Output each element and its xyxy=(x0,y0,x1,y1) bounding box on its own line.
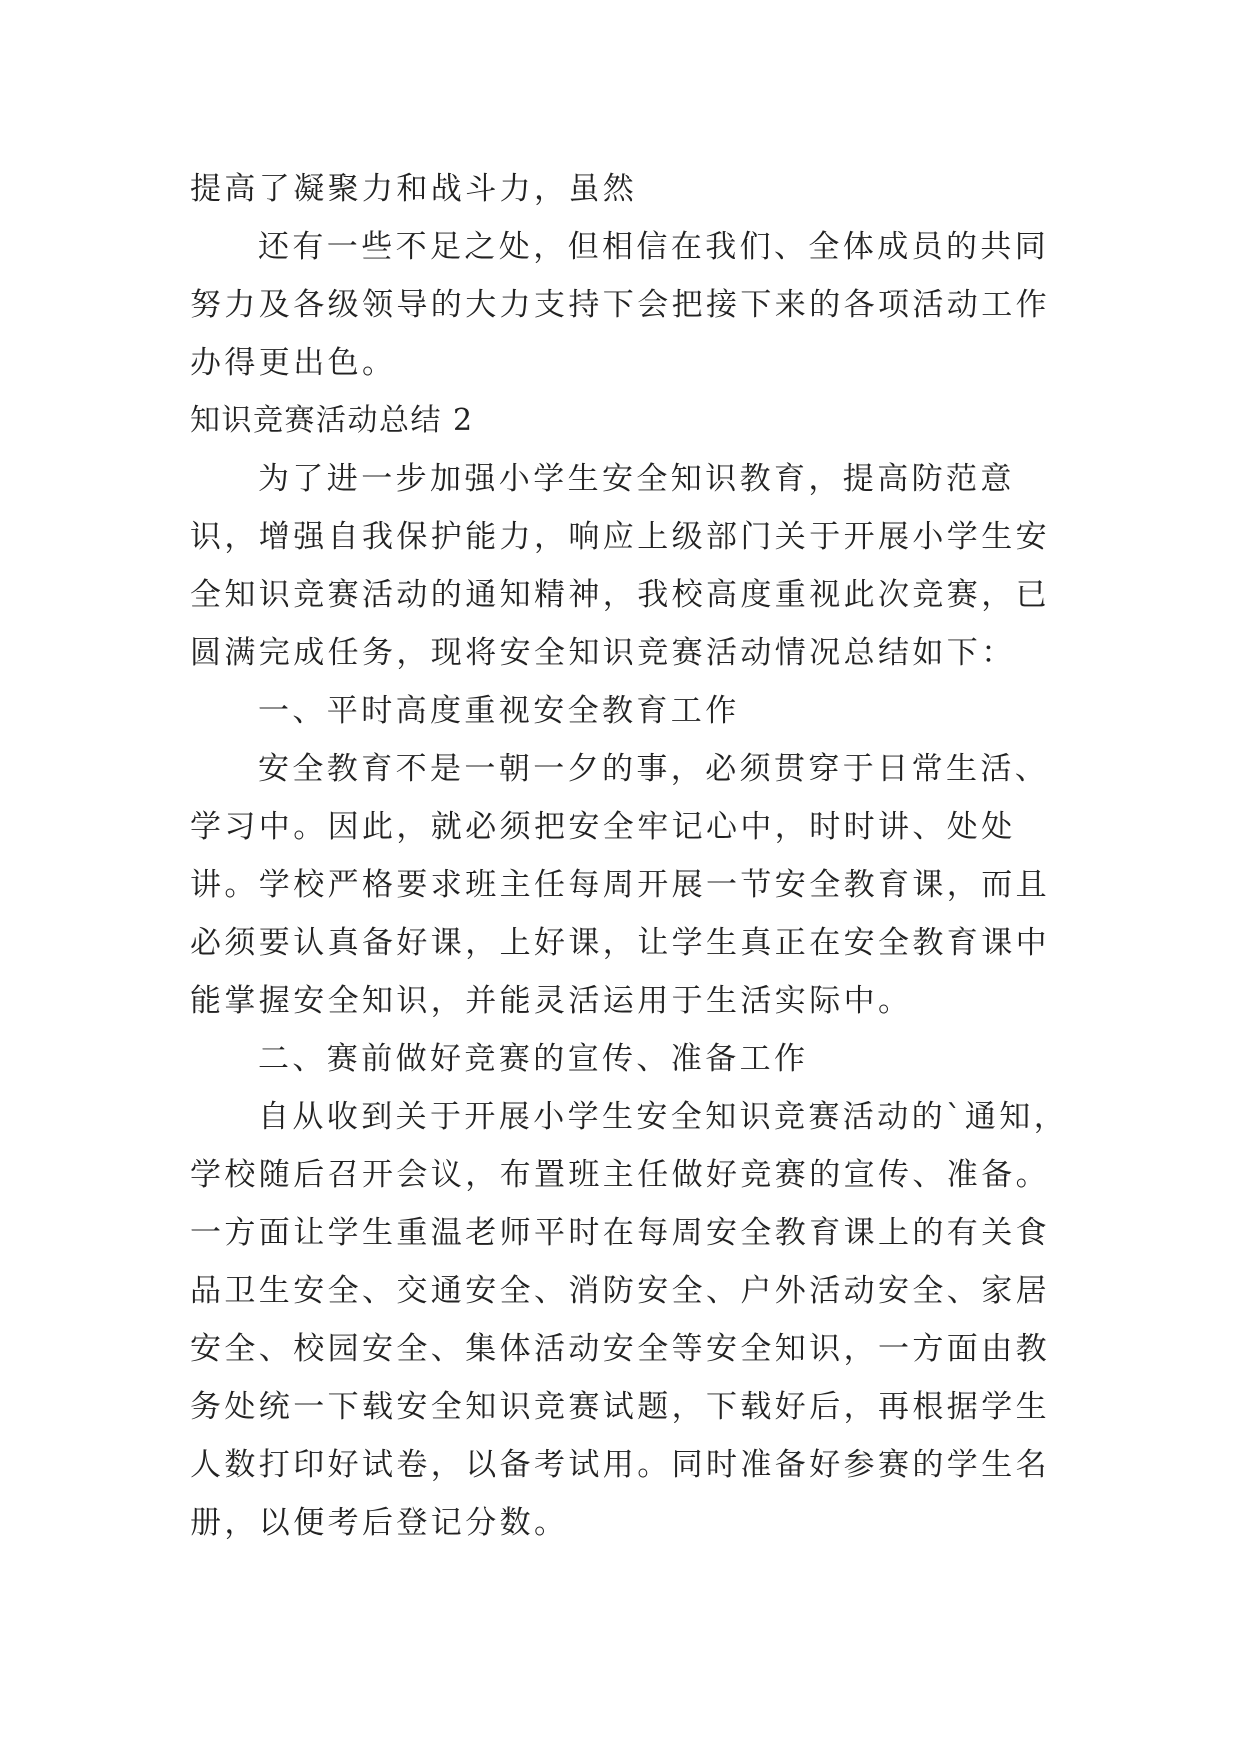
document-body xyxy=(190,160,1070,1552)
section-title: 知识竞赛活动总结 2 xyxy=(190,403,474,438)
subheading-two: 二、赛前做好竞赛的宣传、准备工作 xyxy=(258,1041,809,1077)
paragraph-continuation: 提高了凝聚力和战斗力，虽然 xyxy=(190,171,638,207)
paragraph-closing-remarks: 还有一些不足之处，但相信在我们、全体成员的共同努力及各级领导的大力支持下会把接下来的各项活动工作办得更出色。 xyxy=(190,229,1050,381)
subheading-one: 一、平时高度重视安全教育工作 xyxy=(258,693,740,729)
paragraph-preparation: 自从收到关于开展小学生安全知识竞赛活动的`通知，学校随后召开会议，布置班主任做好竞赛的宣传、准备。一方面让学生重温老师平时在每周安全教育课上的有关食品卫生安全、交通安全、消防安全、户外活动安全、家居安全、校园安全、集体活动安全等安全知识，一方面由教务处统一下载安全知识竞赛试题，下载好后，再根据学生人数打印好试卷，以备考试用。同时准备好参赛的学生名册，以便考后登记分数。 xyxy=(190,1099,1069,1541)
paragraph-intro: 为了进一步加强小学生安全知识教育，提高防范意识，增强自我保护能力，响应上级部门关于开展小学生安全知识竞赛活动的通知精神，我校高度重视此次竞赛，已圆满完成任务，现将安全知识竞赛活动情况总结如下： xyxy=(190,461,1050,671)
paragraph-safety-education: 安全教育不是一朝一夕的事，必须贯穿于日常生活、学习中。因此，就必须把安全牢记心中，时时讲、处处讲。学校严格要求班主任每周开展一节安全教育课，而且必须要认真备好课，上好课，让学生真正在安全教育课中能掌握安全知识，并能灵活运用于生活实际中。 xyxy=(190,751,1050,1019)
